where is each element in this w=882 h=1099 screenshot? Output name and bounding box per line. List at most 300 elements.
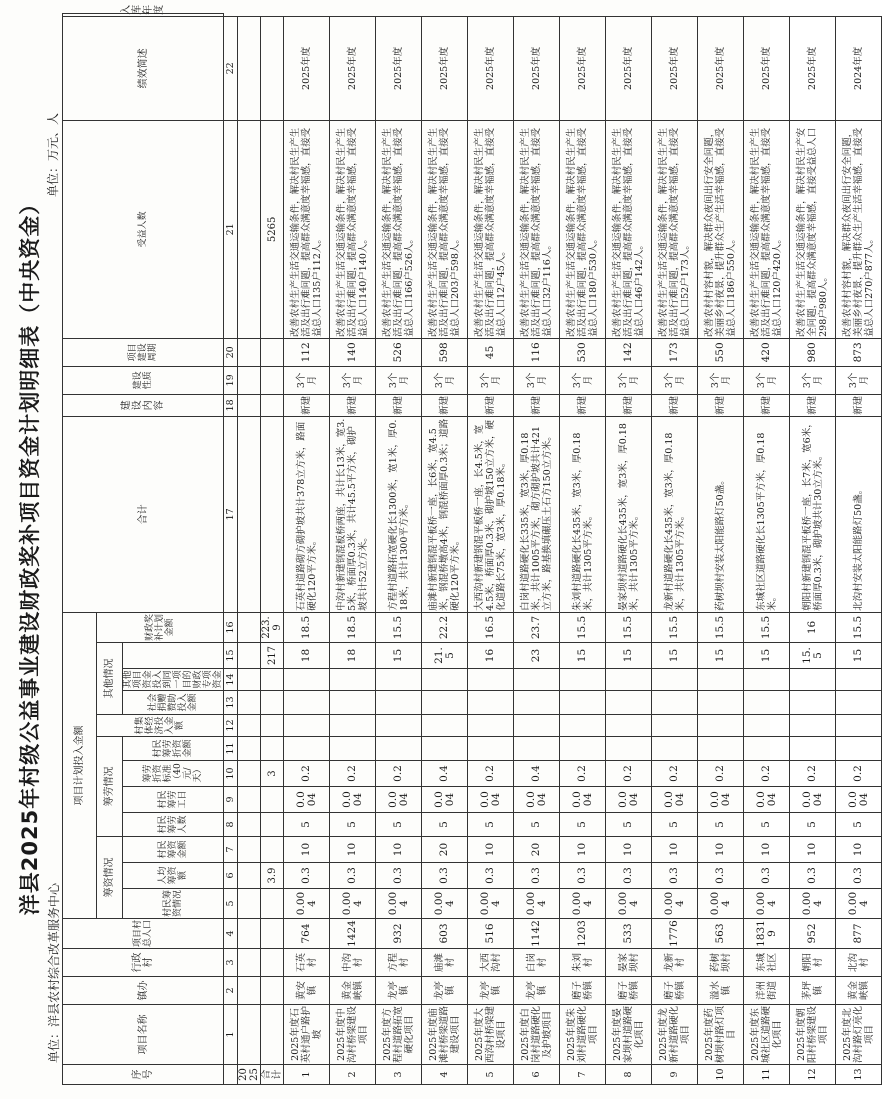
row-content: 朝阳村新建钢混平板桥一座，长7米，宽6米，桥面厚0.3米，砌护坡共计30立方米。 — [790, 416, 836, 612]
row-period: 3个月 — [836, 366, 882, 394]
row-labor-amount: 0.2 — [790, 761, 836, 787]
total-labor-amount: 3 — [261, 761, 284, 787]
row-nature: 新建 — [468, 394, 514, 416]
row-population: 533 — [606, 919, 652, 949]
row-per-capita: 0.004 — [514, 889, 560, 919]
row-seq: 8 — [606, 1065, 652, 1085]
row-total: 15.5 — [698, 612, 744, 642]
row-labor-days: 5 — [606, 813, 652, 837]
header-beneficiaries: 受益人数 — [63, 120, 224, 338]
table-row — [836, 14, 882, 1085]
row-labor-people: 10 — [284, 837, 330, 863]
column-number: 10 — [224, 761, 238, 787]
row-collective — [330, 737, 376, 761]
row-labor-days: 5 — [514, 813, 560, 837]
column-number: 18 — [224, 394, 238, 416]
row-labor-days: 5 — [422, 813, 468, 837]
section-row — [238, 14, 261, 1085]
row-village-chouzi: 0.3 — [698, 863, 744, 889]
row-per-capita: 0.004 — [376, 889, 422, 919]
row-village: 方程村 — [376, 949, 422, 977]
row-content: 晏家坝村道路硬化长435米，宽3米，厚0.18米，共计1305平方米。 — [606, 416, 652, 612]
row-beneficiaries: 598 — [422, 338, 468, 366]
total-label: 合计 — [261, 1065, 284, 1085]
column-number — [224, 1065, 238, 1085]
column-number: 19 — [224, 366, 238, 394]
row-per-capita: 0.004 — [560, 889, 606, 919]
row-other-blank — [514, 669, 560, 691]
row-labor-amount: 0.2 — [284, 761, 330, 787]
row-beneficiaries: 420 — [744, 338, 790, 366]
row-content: 白岗村道路硬化长335米，宽3米，厚0.18米，共计1005平方米，砌方砌护坡共计421立方米，路基换填碾压土石方150立方米。 — [514, 416, 560, 612]
row-other-special — [790, 691, 836, 715]
row-content: 石英村道路砌方砌护坡共计378立方米，路面硬化120平方米。 — [284, 416, 330, 612]
row-beneficiaries: 526 — [376, 338, 422, 366]
row-project-name: 2025年度大西沟村桥梁建设项目 — [468, 1005, 514, 1065]
row-performance: 改善农村生产生活交通运输条件，解决村民生产生活及出行难问题，提高群众满意度幸福感，直接受益总人口32户116人。 — [514, 120, 560, 338]
row-labor-people: 10 — [376, 837, 422, 863]
header-collective: 村集体经济投入金额 — [97, 715, 224, 737]
table-row — [376, 14, 422, 1085]
row-social-donation — [698, 715, 744, 737]
row-labor-price: 0.004 — [790, 787, 836, 813]
row-population: 877 — [836, 919, 882, 949]
header-chougong: 筹劳情况 — [97, 737, 123, 837]
row-other-special — [422, 691, 468, 715]
row-town: 龙亭镇 — [514, 977, 560, 1005]
row-period: 3个月 — [744, 366, 790, 394]
row-performance: 改善农村生产生活交通运输条件，解决村民生产生活及出行难问题，提高群众满意度幸福感，直接受益总人口120户420人。 — [744, 120, 790, 338]
row-labor-days: 5 — [652, 813, 698, 837]
row-seq: 4 — [422, 1065, 468, 1085]
header-labor-days: 村民筹劳工日 — [123, 787, 224, 813]
row-other-special — [744, 691, 790, 715]
row-village-chouzi: 0.3 — [744, 863, 790, 889]
row-village: 北沟村 — [836, 949, 882, 977]
row-town: 磨子桥镇 — [652, 977, 698, 1005]
row-fiscal: 15 — [698, 643, 744, 669]
row-total: 18.5 — [284, 612, 330, 642]
row-other-special — [376, 691, 422, 715]
row-period: 3个月 — [560, 366, 606, 394]
row-village-chouzi: 0.3 — [514, 863, 560, 889]
row-labor-amount: 0.2 — [698, 761, 744, 787]
row-total: 16.5 — [468, 612, 514, 642]
row-fiscal: 15 — [744, 643, 790, 669]
column-number: 3 — [224, 949, 238, 977]
row-beneficiaries: 116 — [514, 338, 560, 366]
row-labor-price: 0.004 — [514, 787, 560, 813]
row-labor-people: 10 — [790, 837, 836, 863]
row-per-capita: 0.004 — [468, 889, 514, 919]
row-beneficiaries: 112 — [284, 338, 330, 366]
row-project-name: 2025年度晏家坝村道路硬化项目 — [606, 1005, 652, 1065]
row-village-chouzi: 0.3 — [790, 863, 836, 889]
row-library-year: 2025年度 — [468, 16, 514, 120]
row-other-blank — [744, 669, 790, 691]
row-per-capita: 0.004 — [422, 889, 468, 919]
row-social-donation — [652, 715, 698, 737]
row-labor-price: 0.004 — [422, 787, 468, 813]
header-villager-chouzi: 村民筹资情况 — [123, 889, 224, 919]
table-row — [422, 14, 468, 1085]
row-library-year: 2025年度 — [606, 16, 652, 120]
row-per-capita: 0.004 — [652, 889, 698, 919]
row-collective — [836, 737, 882, 761]
row-performance: 改善农村生产生活交通运输条件，解决村民生产生活及出行难问题，提高群众满意度幸福感，直接受益总人口135户112人。 — [284, 120, 330, 338]
row-population: 1203 — [560, 919, 606, 949]
row-social-donation — [422, 715, 468, 737]
row-other-special — [514, 691, 560, 715]
table-row — [330, 14, 376, 1085]
row-nature: 新建 — [514, 394, 560, 416]
row-per-capita: 0.004 — [836, 889, 882, 919]
row-labor-amount: 0.2 — [836, 761, 882, 787]
column-number: 11 — [224, 737, 238, 761]
row-other-blank — [836, 669, 882, 691]
section-label: 2025 — [238, 1065, 261, 1085]
row-seq: 13 — [836, 1065, 882, 1085]
row-village: 大西沟村 — [468, 949, 514, 977]
row-content: 庙滩村新建钢混平板桥一座，长6米，宽4.5米，钢混桥墩高4米，钢混桥面厚0.3米；道路硬化120平方米。 — [422, 416, 468, 612]
row-labor-people: 10 — [698, 837, 744, 863]
row-labor-days: 5 — [698, 813, 744, 837]
row-performance: 改善农村村容村貌，解决群众夜间出行安全问题，美丽乡村夜景，提升群众生产生活幸福感，直接受益总人口186户550人。 — [698, 120, 744, 338]
row-labor-price: 0.004 — [744, 787, 790, 813]
row-village: 白岗村 — [514, 949, 560, 977]
row-labor-price: 0.004 — [836, 787, 882, 813]
row-nature: 新建 — [422, 394, 468, 416]
row-period: 3个月 — [698, 366, 744, 394]
row-population: 1142 — [514, 919, 560, 949]
row-labor-amount: 0.2 — [744, 761, 790, 787]
row-nature: 新建 — [698, 394, 744, 416]
header-investment: 项目计划投入金额 — [63, 612, 97, 918]
row-project-name: 2025年度朝阳村桥梁建设项目 — [790, 1005, 836, 1065]
row-beneficiaries: 140 — [330, 338, 376, 366]
row-other-special — [652, 691, 698, 715]
row-seq: 10 — [698, 1065, 744, 1085]
row-library-year: 2025年度 — [284, 16, 330, 120]
column-number: 7 — [224, 837, 238, 863]
row-library-year: 2025年度 — [514, 16, 560, 120]
column-number: 9 — [224, 787, 238, 813]
column-number: 8 — [224, 813, 238, 837]
row-labor-price: 0.004 — [560, 787, 606, 813]
row-beneficiaries: 173 — [652, 338, 698, 366]
row-project-name: 2025年度北沟村路灯亮化项目 — [836, 1005, 882, 1065]
row-collective — [790, 737, 836, 761]
row-library-year: 2024年度 — [836, 16, 882, 120]
row-village: 晏家坝村 — [606, 949, 652, 977]
row-labor-people: 10 — [560, 837, 606, 863]
row-population: 952 — [790, 919, 836, 949]
row-content: 朱刘村道路硬化长435米，宽3米，厚0.18米，共计1305平方米。 — [560, 416, 606, 612]
row-labor-amount: 0.2 — [330, 761, 376, 787]
row-collective — [376, 737, 422, 761]
row-labor-amount: 0.2 — [560, 761, 606, 787]
row-town: 磨子桥镇 — [560, 977, 606, 1005]
header-labor-price: 筹劳折资标准（40元/天） — [123, 761, 224, 787]
row-other-special — [606, 691, 652, 715]
row-other-blank — [606, 669, 652, 691]
column-number: 6 — [224, 863, 238, 889]
header-row-group — [63, 14, 97, 1085]
row-total: 15.5 — [652, 612, 698, 642]
row-project-name: 2025年度庙滩村桥梁道路建设项目 — [422, 1005, 468, 1065]
row-fiscal: 23 — [514, 643, 560, 669]
row-other-blank — [790, 669, 836, 691]
row-labor-price: 0.004 — [468, 787, 514, 813]
table-row — [652, 14, 698, 1085]
row-town: 黄安镇 — [284, 977, 330, 1005]
row-total: 22.2 — [422, 612, 468, 642]
row-other-blank — [560, 669, 606, 691]
header-social-donation: 社会捐赠赞助投入金额 — [123, 691, 224, 715]
row-total: 18.5 — [330, 612, 376, 642]
row-labor-people: 10 — [330, 837, 376, 863]
row-content: 大西沟村新建钢混平板桥一座，长4.5米，宽4.5米，桥面厚0.3米，砌护坡150立方米，硬化道路长75米，宽3米，厚0.18米。 — [468, 416, 514, 612]
row-other-special — [330, 691, 376, 715]
column-number: 2 — [224, 977, 238, 1005]
header-build-nature: 建设性质 — [63, 366, 224, 394]
row-village: 中沟村 — [330, 949, 376, 977]
row-content: 东城社区道路硬化长1305平方米，厚0.18米。 — [744, 416, 790, 612]
header-fiscal-subsidy: 财政奖补计划金额 — [97, 612, 224, 642]
row-performance: 改善农村生产生活交通运输条件，解决村民生产生活及出行难问题，提高群众满意度幸福感，直接受益总人口180户530人。 — [560, 120, 606, 338]
row-period: 3个月 — [606, 366, 652, 394]
row-labor-days: 5 — [790, 813, 836, 837]
row-library-year: 2025年度 — [744, 16, 790, 120]
row-collective — [284, 737, 330, 761]
row-seq: 12 — [790, 1065, 836, 1085]
row-nature: 新建 — [330, 394, 376, 416]
header-project-name: 项目名称 — [63, 1005, 224, 1065]
row-content: 北沟村安装太阳能路灯50盏。 — [836, 416, 882, 612]
header-other-blank — [123, 643, 224, 669]
row-labor-price: 0.004 — [284, 787, 330, 813]
row-collective — [468, 737, 514, 761]
row-labor-days: 5 — [836, 813, 882, 837]
row-other-special — [560, 691, 606, 715]
row-social-donation — [514, 715, 560, 737]
row-per-capita: 0.004 — [790, 889, 836, 919]
row-fiscal: 15 — [606, 643, 652, 669]
row-village: 庙滩村 — [422, 949, 468, 977]
row-population: 18319 — [744, 919, 790, 949]
column-number: 5 — [224, 889, 238, 919]
row-seq: 11 — [744, 1065, 790, 1085]
row-collective — [744, 737, 790, 761]
row-town: 龙亭镇 — [468, 977, 514, 1005]
row-per-capita: 0.004 — [284, 889, 330, 919]
row-town: 磨子桥镇 — [606, 977, 652, 1005]
row-social-donation — [376, 715, 422, 737]
row-social-donation — [790, 715, 836, 737]
row-performance: 改善农村生产生活交通运输条件，解决村民生产生活及出行难问题，提高群众满意度幸福感，直接受益总人口140户140人。 — [330, 120, 376, 338]
column-number: 14 — [224, 669, 238, 691]
row-project-name: 2025年度朱刘村道路硬化项目 — [560, 1005, 606, 1065]
row-population: 516 — [468, 919, 514, 949]
row-other-blank — [284, 669, 330, 691]
row-period: 3个月 — [376, 366, 422, 394]
row-seq: 2 — [330, 1065, 376, 1085]
row-nature: 新建 — [652, 394, 698, 416]
header-library-year: 入库年度 — [63, 14, 224, 17]
header-other: 其他情况 — [97, 643, 123, 715]
row-labor-days: 5 — [376, 813, 422, 837]
row-performance: 改善农村生产生活交通运输条件，解决村民生产生活及出行难问题，提高群众满意度幸福感，直接受益总人口166户526人。 — [376, 120, 422, 338]
unit-of-measure: 单位：万元、人 — [46, 112, 60, 197]
row-labor-days: 5 — [560, 813, 606, 837]
row-period: 3个月 — [284, 366, 330, 394]
row-village-chouzi: 0.3 — [560, 863, 606, 889]
document-title: 洋县2025年村级公益事业建设财政奖补项目资金计划明细表（中央资金） — [18, 192, 42, 916]
column-number: 15 — [224, 643, 238, 669]
row-beneficiaries: 142 — [606, 338, 652, 366]
row-nature: 新建 — [790, 394, 836, 416]
row-social-donation — [468, 715, 514, 737]
row-seq: 6 — [514, 1065, 560, 1085]
row-social-donation — [560, 715, 606, 737]
row-village-chouzi: 0.3 — [606, 863, 652, 889]
row-fiscal: 16 — [468, 643, 514, 669]
row-beneficiaries: 550 — [698, 338, 744, 366]
row-beneficiaries: 873 — [836, 338, 882, 366]
row-village-chouzi: 0.3 — [422, 863, 468, 889]
row-per-capita: 0.004 — [698, 889, 744, 919]
total-fiscal: 217 — [261, 643, 284, 669]
row-total: 15.5 — [836, 612, 882, 642]
header-village-chouzi-amount: 村民筹资金额 — [123, 837, 224, 863]
row-labor-amount: 0.2 — [652, 761, 698, 787]
row-other-blank — [376, 669, 422, 691]
table-row — [514, 14, 560, 1085]
row-fiscal: 15.5 — [790, 643, 836, 669]
row-total: 15.5 — [744, 612, 790, 642]
row-labor-people: 10 — [606, 837, 652, 863]
row-village: 朱刘村 — [560, 949, 606, 977]
row-content: 龙新村道路硬化长435米，宽3米，厚0.18米，共计1305平方米。 — [652, 416, 698, 612]
issuing-unit: 单位：洋县农村综合改革服务中心 — [47, 882, 61, 1063]
row-performance: 改善农村生产生活交通运输条件，解决村民生产生活及出行难问题，提高群众满意度幸福感，直接受益总人口52户173人。 — [652, 120, 698, 338]
row-total: 15.5 — [560, 612, 606, 642]
row-labor-people: 20 — [514, 837, 560, 863]
row-labor-people: 10 — [652, 837, 698, 863]
header-total: 合计 — [63, 416, 224, 612]
header-other-special: 其他项目资金投入到同一项目的财政专项资金 — [123, 670, 223, 689]
row-village: 东城社区 — [744, 949, 790, 977]
column-number: 17 — [224, 416, 238, 612]
row-per-capita: 0.004 — [330, 889, 376, 919]
row-town: 茅坪镇 — [790, 977, 836, 1005]
row-nature: 新建 — [376, 394, 422, 416]
row-per-capita: 0.004 — [606, 889, 652, 919]
row-labor-amount: 0.2 — [606, 761, 652, 787]
row-total: 16 — [790, 612, 836, 642]
row-town: 溢水镇 — [698, 977, 744, 1005]
row-other-special — [284, 691, 330, 715]
header-content: 建设内容 — [63, 394, 224, 416]
row-social-donation — [284, 715, 330, 737]
row-project-name: 2025年度龙新村道路硬化项目 — [652, 1005, 698, 1065]
row-total: 23.7 — [514, 612, 560, 642]
row-collective — [560, 737, 606, 761]
row-project-name: 2025年度白岗村道路硬化及护坡项目 — [514, 1005, 560, 1065]
column-number: 1 — [224, 1005, 238, 1065]
header-performance: 绩效简述 — [63, 16, 224, 120]
row-seq: 1 — [284, 1065, 330, 1085]
row-total: 15.5 — [376, 612, 422, 642]
total-sum: 223.9 — [261, 612, 284, 642]
row-project-name: 2025年度石英村通户路护坡 — [284, 1005, 330, 1065]
row-other-special — [468, 691, 514, 715]
row-period: 3个月 — [790, 366, 836, 394]
row-labor-price: 0.004 — [376, 787, 422, 813]
row-town: 洋州街道 — [744, 977, 790, 1005]
row-village: 朝阳村 — [790, 949, 836, 977]
table-row — [790, 14, 836, 1085]
row-library-year: 2025年度 — [698, 16, 744, 120]
row-collective — [652, 737, 698, 761]
header-population: 项目村总人口 — [63, 919, 224, 949]
row-town: 龙亭镇 — [422, 977, 468, 1005]
row-nature: 新建 — [606, 394, 652, 416]
row-population: 932 — [376, 919, 422, 949]
total-village-chouzi: 3.9 — [261, 863, 284, 889]
row-village: 石英村 — [284, 949, 330, 977]
row-other-blank — [468, 669, 514, 691]
row-seq: 7 — [560, 1065, 606, 1085]
column-number: 16 — [224, 612, 238, 642]
header-village: 行政村 — [63, 949, 224, 977]
row-labor-amount: 0.2 — [468, 761, 514, 787]
row-social-donation — [744, 715, 790, 737]
total-row — [261, 14, 284, 1085]
row-village-chouzi: 0.3 — [284, 863, 330, 889]
row-content: 药树坝村安装太阳能路灯50盏。 — [698, 416, 744, 612]
row-library-year: 2025年度 — [790, 16, 836, 120]
row-labor-people: 10 — [836, 837, 882, 863]
header-town: 镇办 — [63, 977, 224, 1005]
table-row — [744, 14, 790, 1085]
table-row — [284, 14, 330, 1085]
total-beneficiaries: 5265 — [261, 120, 284, 338]
row-labor-price: 0.004 — [606, 787, 652, 813]
row-labor-amount: 0.2 — [376, 761, 422, 787]
row-performance: 改善农村生产生活交通运输条件，解决村民生产生活及出行难问题，提高群众满意度幸福感，直接受益总人口46户142人。 — [606, 120, 652, 338]
header-labor-amount: 村民筹劳折资金额 — [123, 737, 224, 761]
table-row — [468, 14, 514, 1085]
row-content: 方程村道路拓宽硬化长1300米，宽1米，厚0.18米，共计1300平方米。 — [376, 416, 422, 612]
row-collective — [606, 737, 652, 761]
row-beneficiaries: 530 — [560, 338, 606, 366]
row-nature: 新建 — [284, 394, 330, 416]
table-row — [698, 14, 744, 1085]
row-project-name: 2025年度方程村道路拓宽硬化项目 — [376, 1005, 422, 1065]
row-collective — [422, 737, 468, 761]
row-social-donation — [330, 715, 376, 737]
row-nature: 新建 — [744, 394, 790, 416]
row-population: 1424 — [330, 919, 376, 949]
row-performance: 改善农村生产生活交通运输条件，解决村民生产生活及出行难问题，提高群众满意度幸福感，直接受益总人口203户598人。 — [422, 120, 468, 338]
row-labor-price: 0.004 — [652, 787, 698, 813]
column-number: 21 — [224, 120, 238, 338]
row-village-chouzi: 0.3 — [376, 863, 422, 889]
row-town: 黄金峡镇 — [836, 977, 882, 1005]
row-labor-amount: 0.4 — [514, 761, 560, 787]
row-library-year: 2025年度 — [330, 16, 376, 120]
